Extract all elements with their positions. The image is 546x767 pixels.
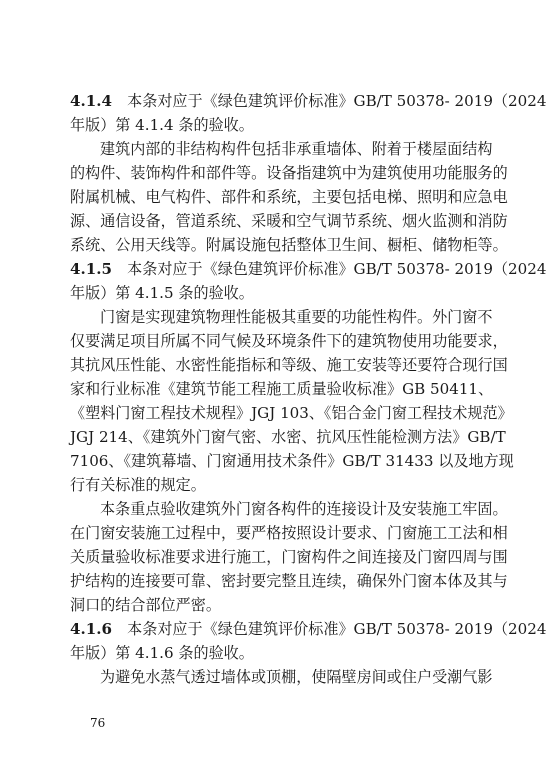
text-line: 源、通信设备，管道系统、采暖和空气调节系统、烟火监测和消防: [70, 212, 508, 230]
text-line: JGJ 214、《建筑外门窗气密、水密、抗风压性能检测方法》GB/T: [70, 428, 506, 446]
text-line: 仅要满足项目所属不同气候及环境条件下的建筑物使用功能要求，: [70, 332, 508, 350]
text-line: 年版）第 4.1.4 条的验收。: [70, 116, 254, 134]
text-line: 家和行业标准《建筑节能工程施工质量验收标准》GB 50411、: [70, 380, 494, 398]
text-line: 的构件、装饰构件和部件等。设备指建筑中为建筑使用功能服务的: [70, 164, 508, 182]
text-line: 洞口的结合部位严密。: [70, 596, 221, 614]
paragraph-first-line: 门窗是实现建筑物理性能极其重要的功能性构件。外门窗不: [100, 308, 493, 326]
clause-text: 本条对应于《绿色建筑评价标准》GB/T 50378- 2019（2024: [112, 620, 546, 638]
paragraph-first-line: 为避免水蒸气透过墙体或顶棚，使隔壁房间或住户受潮气影: [100, 668, 493, 686]
text-line: 年版）第 4.1.6 条的验收。: [70, 644, 254, 662]
clause-text: 本条对应于《绿色建筑评价标准》GB/T 50378- 2019（2024: [112, 92, 546, 110]
text-line: 行有关标准的规定。: [70, 476, 206, 494]
clause-4-1-5-heading: [70, 257, 546, 281]
paragraph-first-line: 本条重点验收建筑外门窗各构件的连接设计及安装施工牢固。: [100, 500, 508, 518]
page-number: 76: [90, 716, 106, 730]
text-line: 其抗风压性能、水密性能指标和等级、施工安装等还要符合现行国: [70, 356, 508, 374]
text-line: 附属机械、电气构件、部件和系统，主要包括电梯、照明和应急电: [70, 188, 508, 206]
clause-number: 4.1.5: [70, 260, 113, 278]
text-line: 在门窗安装施工过程中，要严格按照设计要求、门窗施工工法和相: [70, 524, 508, 542]
text-line: 年版）第 4.1.5 条的验收。: [70, 284, 254, 302]
clause-4-1-4-heading: [70, 89, 546, 113]
text-line: 7106、《建筑幕墙、门窗通用技术条件》GB/T 31433 以及地方现: [70, 452, 514, 470]
text-line: 《塑料门窗工程技术规程》JGJ 103、《铝合金门窗工程技术规范》: [70, 404, 513, 422]
clause-4-1-6-heading: [70, 617, 546, 641]
clause-number: 4.1.4: [70, 92, 113, 110]
paragraph-first-line: 建筑内部的非结构构件包括非承重墙体、附着于楼屋面结构: [100, 140, 493, 158]
clause-text: 本条对应于《绿色建筑评价标准》GB/T 50378- 2019（2024: [112, 260, 546, 278]
text-line: 关质量验收标准要求进行施工，门窗构件之间连接及门窗四周与围: [70, 548, 508, 566]
clause-number: 4.1.6: [70, 620, 113, 638]
text-line: 系统、公用天线等。附属设施包括整体卫生间、橱柜、储物柜等。: [70, 236, 508, 254]
text-line: 护结构的连接要可靠、密封要完整且连续，确保外门窗本体及其与: [70, 572, 508, 590]
